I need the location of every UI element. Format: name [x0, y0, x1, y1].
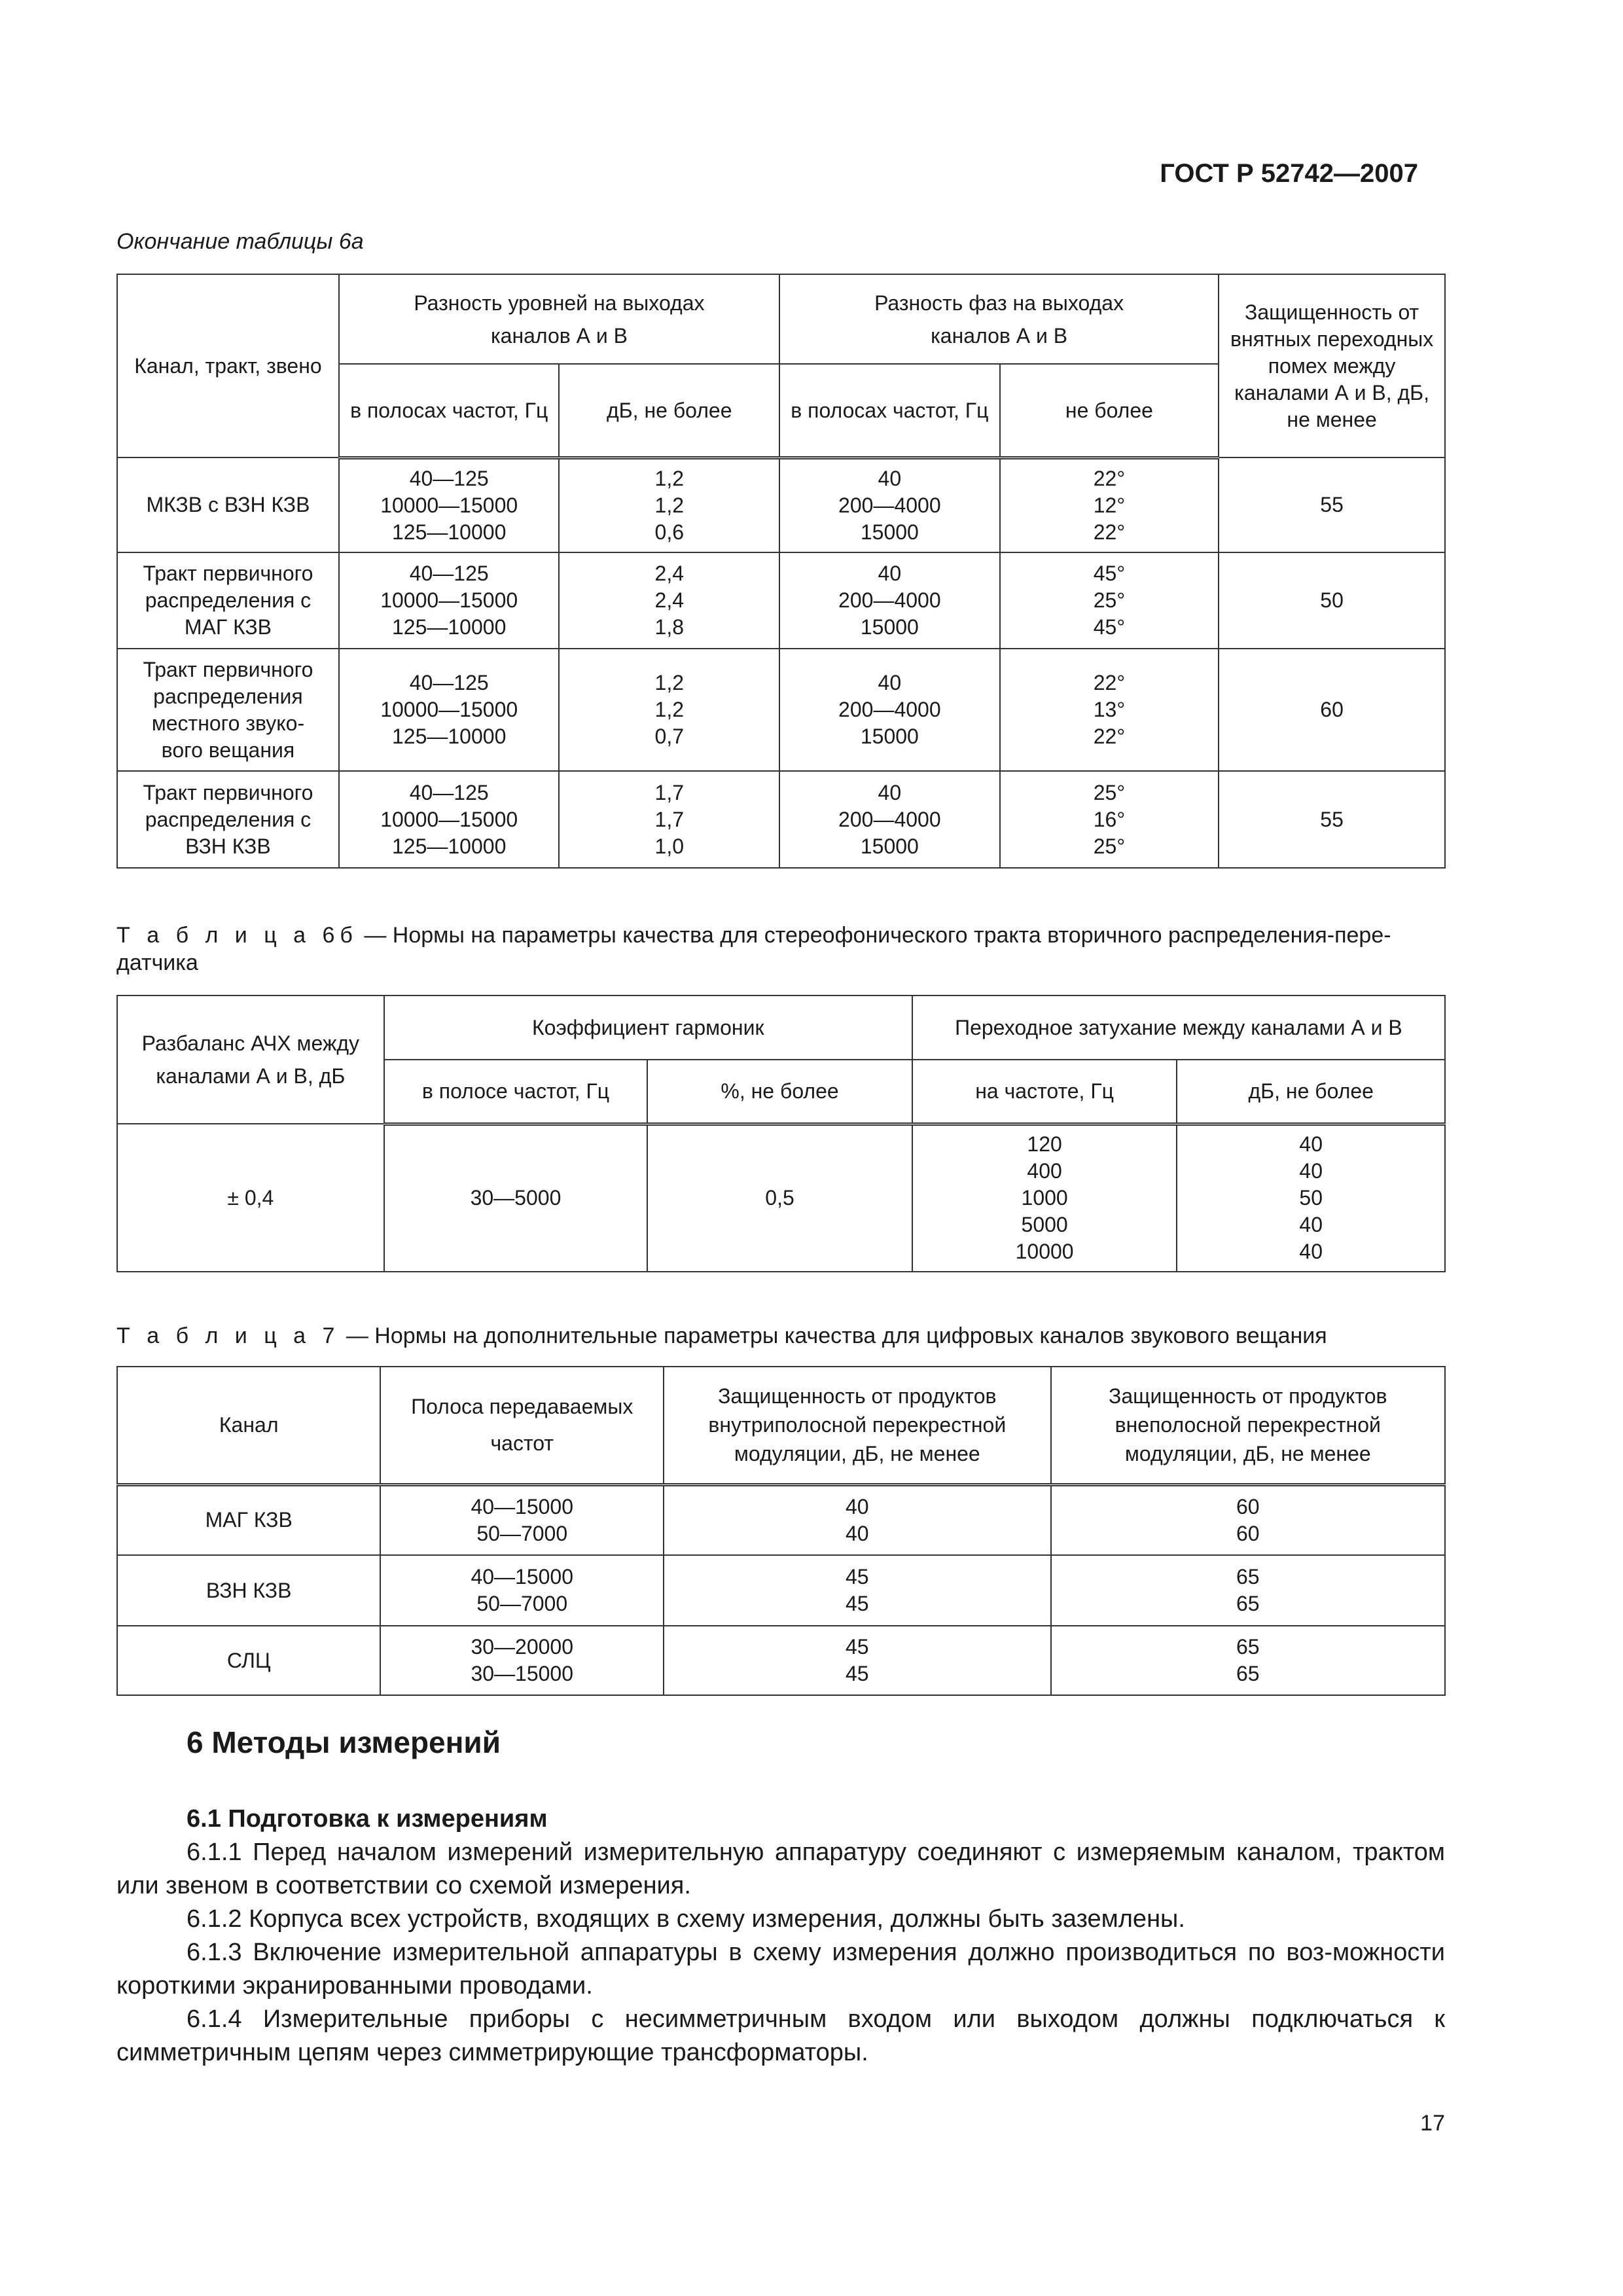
cell-value: 1000 — [1021, 1186, 1068, 1210]
table-row — [117, 649, 1445, 771]
header-level-diff: Разность уровней на выходах каналов А и В — [339, 274, 779, 364]
cell-value: 40 — [1299, 1132, 1323, 1157]
subsection-title: 6.1 Подготовка к измерениям — [187, 1805, 548, 1833]
cell-value: 200—4000 — [838, 807, 941, 831]
cell-value: 40 — [878, 466, 902, 490]
cell-value: 60 — [1236, 1494, 1260, 1518]
cell-value: 60 — [1236, 1521, 1260, 1545]
cell-value: 40—125 — [409, 671, 489, 694]
cell-value: 1,7 — [654, 780, 684, 804]
row-protection: 60 — [1219, 649, 1445, 771]
cell-value: 10000—15000 — [380, 588, 518, 612]
cell-value: 200—4000 — [838, 698, 941, 721]
cell-value: 125—10000 — [391, 725, 507, 748]
cell-value: 22° — [1093, 466, 1126, 490]
cell-value: 2,4 — [654, 588, 684, 612]
cell-value: 45 — [846, 1662, 869, 1685]
cell-value: 50—7000 — [476, 1521, 568, 1545]
cell-value: 10000—15000 — [380, 493, 518, 517]
table-row — [117, 1626, 1445, 1695]
cell-value: 45° — [1093, 562, 1126, 585]
cell-value: 10000 — [1015, 1240, 1074, 1264]
header-inband: Защищенность от продуктов внутриполосной перекрестной модуляции, дБ, не менее — [664, 1367, 1050, 1484]
header-crosstalk: Переходное затухание между каналами А и В — [912, 996, 1445, 1060]
cell-value: 40 — [846, 1494, 869, 1518]
cell-value: 65 — [1236, 1635, 1260, 1659]
table-row — [117, 771, 1445, 868]
cell-value: 40 — [878, 562, 902, 585]
table-6b-description: — Нормы на параметры качества для стереофонического тракта вторичного распределения-пере-датчика — [116, 923, 1391, 975]
cell-value: 15000 — [860, 520, 919, 544]
row-channel — [117, 771, 339, 868]
header-level-bands: в полосах частот, Гц — [339, 364, 560, 457]
header-db: дБ, не более — [1177, 1060, 1445, 1124]
cell-value: 0,7 — [654, 725, 684, 748]
cell-value: 15000 — [860, 725, 919, 748]
header-phase-diff: Разность фаз на выходах каналов А и В — [779, 274, 1219, 364]
paragraph-text: 6.1.4 Измерительные приборы с несимметричным входом или выходом должны подключаться к симметричным цепям через симметрирующие трансформаторы. — [116, 2005, 1445, 2066]
header-channel: Канал — [117, 1367, 380, 1484]
cell-value: 120 — [1027, 1132, 1062, 1157]
cell-value: 65 — [1236, 1662, 1260, 1685]
cell-value: 65 — [1236, 1592, 1260, 1615]
cell-value: 30—20000 — [471, 1635, 574, 1659]
header-percent: %, не более — [647, 1060, 912, 1124]
header-phase-bands: в полосах частот, Гц — [779, 364, 1000, 457]
paragraph — [116, 1936, 1445, 2003]
cell-value: 45 — [846, 1635, 869, 1659]
cell-value: 200—4000 — [838, 493, 941, 517]
cell-imbalance: ± 0,4 — [117, 1124, 384, 1272]
cell-value: 45 — [846, 1592, 869, 1615]
cell-value: 1,2 — [654, 493, 684, 517]
table-6a — [116, 274, 1446, 869]
table-row — [117, 1124, 1445, 1272]
cell-value: 22° — [1093, 725, 1126, 748]
cell-value: 5000 — [1021, 1213, 1068, 1237]
cell-value: 40 — [1299, 1213, 1323, 1237]
row-protection: 50 — [1219, 552, 1445, 649]
cell-value: 2,4 — [654, 562, 684, 585]
cell-value: 0,6 — [654, 520, 684, 544]
cell-value: 40—15000 — [471, 1494, 574, 1518]
row-channel: ВЗН КЗВ — [117, 1555, 380, 1626]
row-protection: 55 — [1219, 457, 1445, 552]
table-7-description: — Нормы на дополнительные параметры качества для цифровых каналов звукового вещания — [346, 1323, 1327, 1348]
cell-value: 15000 — [860, 615, 919, 639]
cell-value: 125—10000 — [391, 834, 507, 858]
row-channel: СЛЦ — [117, 1626, 380, 1695]
cell-value: 40 — [1299, 1240, 1323, 1264]
cell-value: 15000 — [860, 834, 919, 858]
paragraph-text: 6.1.2 Корпуса всех устройств, входящих в схему измерения, должны быть заземлены. — [187, 1905, 1185, 1933]
header-freq: на частоте, Гц — [912, 1060, 1177, 1124]
row-channel-text: Тракт первичного распределения с МАГ КЗВ — [143, 562, 313, 639]
cell-value: 65 — [1236, 1565, 1260, 1588]
cell-value: 1,2 — [654, 698, 684, 721]
paragraph — [116, 1836, 1445, 1903]
cell-value: 10000—15000 — [380, 807, 518, 831]
header-band: в полосе частот, Гц — [384, 1060, 648, 1124]
table-7-title — [116, 1322, 1445, 1350]
cell-value: 22° — [1093, 520, 1126, 544]
cell-value: 25° — [1093, 588, 1126, 612]
paragraph — [116, 1903, 1445, 1936]
cell-value: 12° — [1093, 493, 1126, 517]
cell-value: 16° — [1093, 807, 1126, 831]
header-imbalance: Разбаланс АЧХ между каналами А и В, дБ — [117, 996, 384, 1124]
table-6b-title — [116, 922, 1445, 977]
header-protection: Защищенность от внятных переходных помех между каналами А и В, дБ, не менее — [1219, 274, 1445, 457]
table-row — [117, 552, 1445, 649]
cell-value: 1,2 — [654, 466, 684, 490]
header-outband: Защищенность от продуктов внеполосной перекрестной модуляции, дБ, не менее — [1051, 1367, 1445, 1484]
cell-value: 125—10000 — [391, 520, 507, 544]
header-phase-max: не более — [1000, 364, 1219, 457]
cell-value: 40 — [878, 671, 902, 694]
cell-value: 40—125 — [409, 780, 489, 804]
header-band: Полоса передаваемых частот — [380, 1367, 664, 1484]
header-level-db: дБ, не более — [559, 364, 779, 457]
page-number: 17 — [1420, 2111, 1445, 2136]
header-harmonic: Коэффициент гармоник — [384, 996, 912, 1060]
table-7-label: Т а б л и ц а 7 — [116, 1323, 340, 1348]
row-channel: МКЗВ с ВЗН КЗВ — [117, 457, 339, 552]
cell-value: 40—125 — [409, 466, 489, 490]
row-protection: 55 — [1219, 771, 1445, 868]
cell-value: 40 — [878, 780, 902, 804]
document-code: ГОСТ Р 52742—2007 — [1160, 159, 1418, 188]
cell-value: 40—125 — [409, 562, 489, 585]
cell-value: 1,8 — [654, 615, 684, 639]
paragraph-text: 6.1.1 Перед началом измерений измерительную аппаратуру соединяют с измеряемым каналом, трактом или звеном в соответствии со схемой измерения. — [116, 1839, 1445, 1899]
table-row — [117, 457, 1445, 552]
table-6a-caption: Окончание таблицы 6а — [116, 229, 364, 254]
header-channel: Канал, тракт, звено — [117, 274, 339, 457]
cell-value: 45 — [846, 1565, 869, 1588]
row-channel-text: Тракт первичного распределения местного звуко-вого вещания — [143, 657, 313, 762]
table-7 — [116, 1366, 1446, 1696]
cell-value: 50—7000 — [476, 1592, 568, 1615]
table-row — [117, 1555, 1445, 1626]
cell-value: 25° — [1093, 834, 1126, 858]
cell-value: 40 — [1299, 1159, 1323, 1183]
table-6b — [116, 995, 1446, 1272]
table-6b-label: Т а б л и ц а 6б — [116, 923, 358, 948]
cell-value: 1,0 — [654, 834, 684, 858]
cell-value: 40 — [846, 1521, 869, 1545]
cell-value: 45° — [1093, 615, 1126, 639]
cell-value: 200—4000 — [838, 588, 941, 612]
row-channel: МАГ КЗВ — [117, 1484, 380, 1555]
cell-value: 1,2 — [654, 671, 684, 694]
row-channel — [117, 649, 339, 771]
cell-value: 40—15000 — [471, 1565, 574, 1588]
row-channel — [117, 552, 339, 649]
cell-value: 30—15000 — [471, 1662, 574, 1685]
cell-value: 400 — [1027, 1159, 1062, 1183]
cell-value: 22° — [1093, 671, 1126, 694]
cell-value: 1,7 — [654, 807, 684, 831]
paragraph-text: 6.1.3 Включение измерительной аппаратуры в схему измерения должно производиться по воз-можности короткими экранированными проводами. — [116, 1939, 1445, 2000]
section-title: 6 Методы измерений — [187, 1725, 501, 1759]
cell-value: 50 — [1299, 1186, 1323, 1210]
cell-value: 25° — [1093, 780, 1126, 804]
cell-value: 13° — [1093, 698, 1126, 721]
cell-value: 125—10000 — [391, 615, 507, 639]
row-channel-text: Тракт первичного распределения с ВЗН КЗВ — [143, 780, 313, 858]
table-row — [117, 1484, 1445, 1555]
cell-percent: 0,5 — [647, 1124, 912, 1272]
cell-value: 10000—15000 — [380, 698, 518, 721]
paragraph — [116, 2003, 1445, 2070]
cell-band: 30—5000 — [384, 1124, 648, 1272]
